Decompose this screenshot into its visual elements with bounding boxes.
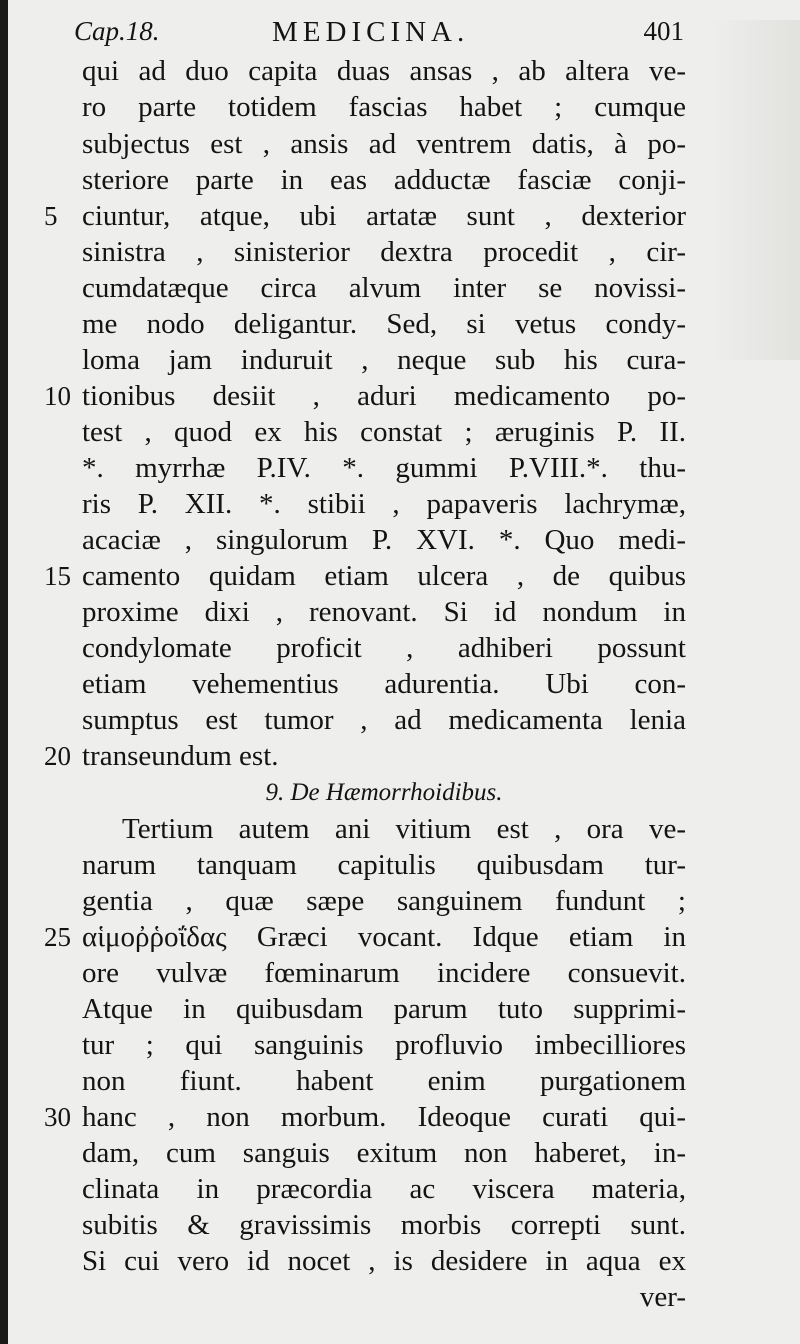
text-line: cumdatæque circa alvum inter se novissi-: [82, 272, 686, 304]
line-number: 20: [44, 741, 71, 771]
text-line: dam, cum sanguis exitum non haberet, in-: [82, 1137, 686, 1169]
text-line: non fiunt. habent enim purgationem: [82, 1065, 686, 1097]
text-line: proxime dixi , renovant. Si id nondum in: [82, 596, 686, 628]
line-number: 30: [44, 1102, 71, 1132]
text-line: gentia , quæ sæpe sanguinem fundunt ;: [82, 885, 686, 917]
text-line: αἱμοῤῥοΐδας Græci vocant. Idque etiam in: [82, 921, 686, 953]
running-header: [74, 14, 684, 50]
text-line: *. myrrhæ P.IV. *. gummi P.VIII.*. thu-: [82, 452, 686, 484]
text-line: Si cui vero id nocet , is desidere in aqua ex: [82, 1245, 686, 1277]
line-number: 25: [44, 922, 71, 952]
text-line: transeundum est.: [82, 740, 279, 772]
text-line: tur ; qui sanguinis profluvio imbecilliores: [82, 1029, 686, 1061]
text-line: loma jam induruit , neque sub his cura-: [82, 344, 686, 376]
text-line: condylomate proficit , adhiberi possunt: [82, 632, 686, 664]
text-line: ro parte totidem fascias habet ; cumque: [82, 91, 686, 123]
text-line: Atque in quibusdam parum tuto supprimi-: [82, 993, 686, 1025]
text-line: camento quidam etiam ulcera , de quibus: [82, 560, 686, 592]
text-line: tionibus desiit , aduri medicamento po-: [82, 380, 686, 412]
text-line: qui ad duo capita duas ansas , ab altera ve-: [82, 55, 686, 87]
text-line: subitis & gravissimis morbis correpti sunt.: [82, 1209, 686, 1241]
text-line: etiam vehementius adurentia. Ubi con-: [82, 668, 686, 700]
text-line: steriore parte in eas adductæ fasciæ conji-: [82, 164, 686, 196]
text-line: hanc , non morbum. Ideoque curati qui-: [82, 1101, 686, 1133]
text-line: acaciæ , singulorum P. XVI. *. Quo medi-: [82, 524, 686, 556]
line-number: 10: [44, 381, 71, 411]
text-line: sumptus est tumor , ad medicamenta lenia: [82, 704, 686, 736]
text-line: ris P. XII. *. stibii , papaveris lachrymæ,: [82, 488, 686, 520]
text-line: test , quod ex his constat ; æruginis P. II.: [82, 416, 686, 448]
text-line: Tertium autem ani vitium est , ora ve-: [122, 813, 686, 845]
text-line: ciuntur, atque, ubi artatæ sunt , dexterior: [82, 200, 686, 232]
text-line: clinata in præcordia ac viscera materia,: [82, 1173, 686, 1205]
text-line: me nodo deligantur. Sed, si vetus condy-: [82, 308, 686, 340]
running-title: MEDICINA.: [272, 16, 470, 48]
book-page: [8, 0, 800, 1344]
line-number: 15: [44, 561, 71, 591]
text-line: narum tanquam capitulis quibusdam tur-: [82, 849, 686, 881]
text-line: sinistra , sinisterior dextra procedit , cir-: [82, 236, 686, 268]
line-number: 5: [44, 201, 58, 231]
page-number: 401: [643, 16, 684, 46]
chapter-label: Cap.18.: [74, 16, 160, 46]
catchword: ver-: [639, 1281, 686, 1313]
text-line: subjectus est , ansis ad ventrem datis, à po-: [82, 128, 686, 160]
text-line: ore vulvæ fœminarum incidere consuevit.: [82, 957, 686, 989]
section-heading: 9. De Hæmorrhoidibus.: [265, 779, 503, 806]
